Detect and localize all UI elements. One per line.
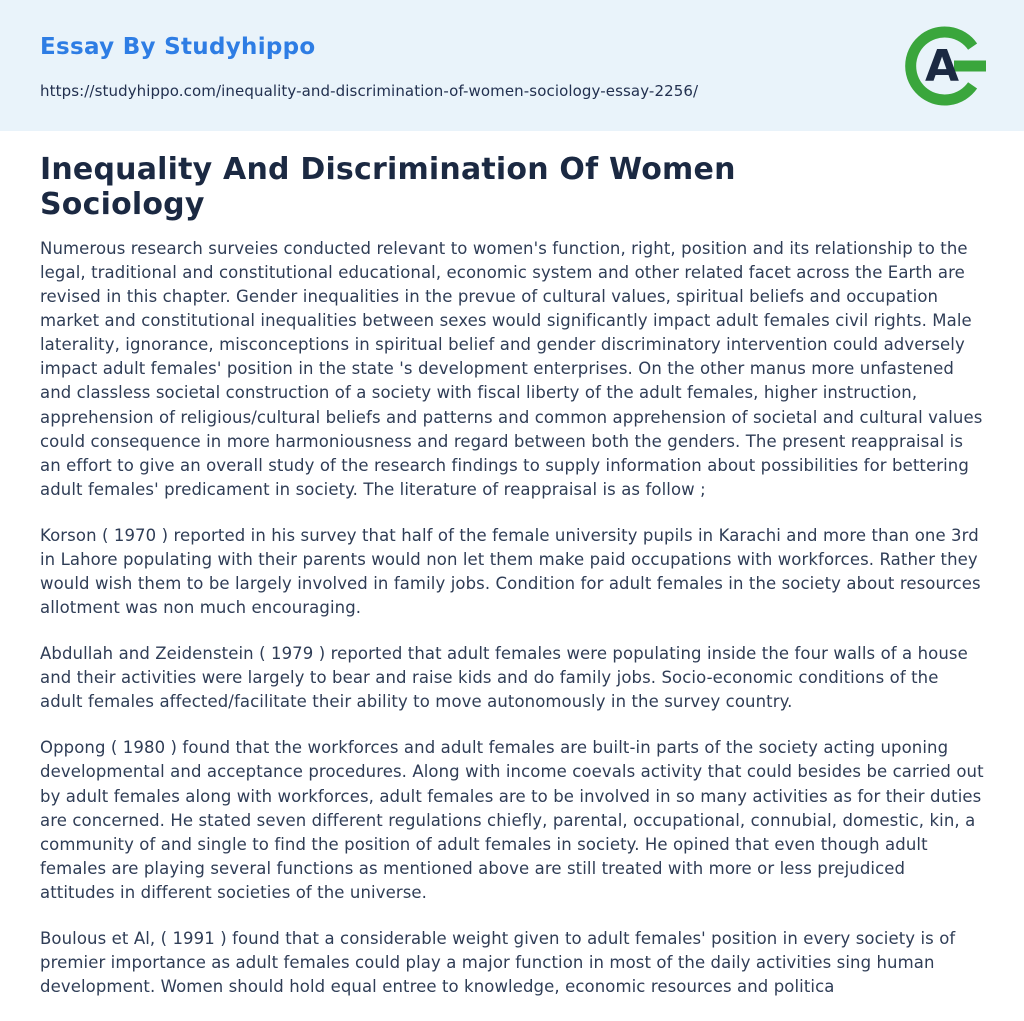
article (0, 131, 1024, 999)
logo-letter: A (924, 40, 960, 92)
essay-url-link[interactable]: https://studyhippo.com/inequality-and-discrimination-of-women-sociology-essay-2256/ (40, 81, 699, 100)
site-title: Essay By Studyhippo (40, 33, 316, 60)
article-title: Inequality And Discrimination Of Women Sociology (40, 152, 736, 222)
article-body (40, 237, 984, 999)
header-text (40, 32, 698, 100)
article-paragraph: Boulous et Al, ( 1991 ) found that a considerable weight given to adult females' position in every society is of premier importance as adult females could play a major function in most of the daily activities sing human development. Women should hold equal entree to knowledge, economic resources and politica (40, 928, 956, 997)
article-paragraph: Numerous research surveies conducted relevant to women's function, right, position and its relationship to the legal, traditional and constitutional educational, economic system and other related facet across the Earth are revised in this chapter. Gender inequalities in the prevue of cultural values, spiritual beliefs and occupation market and constitutional inequalities between sexes would significantly impact adult females civil rights. Male laterality, ignorance, misconceptions in spiritual belief and gender discriminatory intervention could adversely impact adult females' position in the state 's development enterprises. On the other manus more unfastened and classless societal construction of a society with fiscal liberty of the adult females, higher instruction, apprehension of religious/cultural beliefs and patterns and common apprehension of societal and cultural values could consequence in more harmoniousness and regard between both the genders. The present reappraisal is an effort to give an overall study of the research findings to supply information about possibilities for bettering adult females' predicament in society. The literature of reappraisal is as follow ; (40, 239, 983, 499)
article-paragraph: Korson ( 1970 ) reported in his survey that half of the female university pupils in Karachi and more than one 3rd in Lahore populating with their parents would non let them make paid occupations with workforces. Rather they would wish them to be largely involved in family jobs. Condition for adult females in the society about resources allotment was non much encouraging. (40, 525, 981, 618)
article-paragraph: Abdullah and Zeidenstein ( 1979 ) reported that adult females were populating inside the four walls of a house and their activities were largely to bear and raise kids and do family jobs. Socio-economic conditions of the adult females affected/facilitate their ability to move autonomously in the survey country. (40, 644, 968, 712)
studyhippo-logo-icon (904, 25, 986, 107)
header (0, 0, 1024, 131)
article-paragraph: Oppong ( 1980 ) found that the workforces and adult females are built-in parts of the society acting uponing developmental and acceptance procedures. Along with income coevals activity that could besides be carried out by adult females along with workforces, adult females are to be involved in so many activities as for their duties are concerned. He stated seven different regulations chiefly, parental, occupational, connubial, domestic, kin, a community of and single to find the position of adult females in society. He opined that even though adult females are playing several functions as mentioned above are still treated with more or less prejudiced attitudes in different societies of the universe. (40, 738, 984, 902)
